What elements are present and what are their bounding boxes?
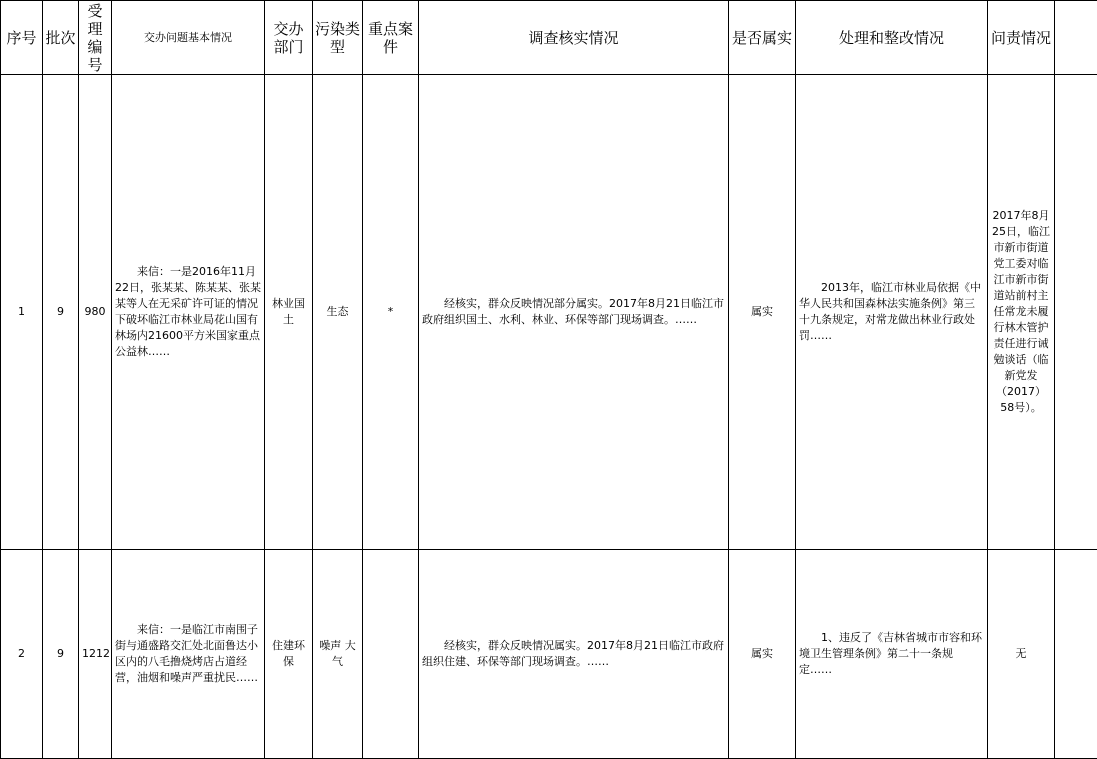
- header-verified: 是否属实: [729, 1, 796, 75]
- cell-accept-no: 1212: [79, 550, 112, 759]
- cell-verified: 属实: [729, 550, 796, 759]
- cell-verified: 属实: [729, 75, 796, 550]
- cell-investigation: 经核实，群众反映情况部分属实。2017年8月21日临江市政府组织国土、水利、林业、环保等部门现场调查。……: [419, 75, 729, 550]
- cell-issue: 来信：一是临江市南围子街与通盛路交汇处北面鲁达小区内的八毛撸烧烤店占道经营，油烟和噪声严重扰民……: [112, 550, 265, 759]
- cell-handling: 2013年，临江市林业局依据《中华人民共和国森林法实施条例》第三十九条规定，对常龙做出林业行政处罚……: [796, 75, 988, 550]
- table-row: [1, 550, 1097, 759]
- header-batch: 批次: [43, 1, 79, 75]
- cell-seq: 1: [1, 75, 43, 550]
- header-department: 交办部门: [265, 1, 313, 75]
- cell-investigation: 经核实，群众反映情况属实。2017年8月21日临江市政府组织住建、环保等部门现场调查。……: [419, 550, 729, 759]
- cell-batch: 9: [43, 75, 79, 550]
- cell-handling: 1、违反了《吉林省城市市容和环境卫生管理条例》第二十一条规定……: [796, 550, 988, 759]
- cell-accountability: 无: [988, 550, 1055, 759]
- cell-edge: [1055, 75, 1097, 550]
- header-seq: 序号: [1, 1, 43, 75]
- header-accountability: 问责情况: [988, 1, 1055, 75]
- header-issue: 交办问题基本情况: [112, 1, 265, 75]
- cell-edge: [1055, 550, 1097, 759]
- table-row: [1, 75, 1097, 550]
- cell-department: 住建环保: [265, 550, 313, 759]
- cell-key-case: *: [363, 75, 419, 550]
- header-row: [1, 1, 1097, 75]
- header-key-case: 重点案件: [363, 1, 419, 75]
- header-accept-no: 受理编号: [79, 1, 112, 75]
- cell-department: 林业国土: [265, 75, 313, 550]
- cell-seq: 2: [1, 550, 43, 759]
- cell-batch: 9: [43, 550, 79, 759]
- header-edge: [1055, 1, 1097, 75]
- cell-pollution: 噪声 大气: [313, 550, 363, 759]
- header-handling: 处理和整改情况: [796, 1, 988, 75]
- cell-accountability: 2017年8月25日，临江市新市街道党工委对临江市新市街道站前村主任常龙未履行林木管护责任进行诫勉谈话（临新党发（2017）58号）。: [988, 75, 1055, 550]
- cell-issue: 来信：一是2016年11月22日，张某某、陈某某、张某某等人在无采矿许可证的情况下破坏临江市林业局花山国有林场内21600平方米国家重点公益林……: [112, 75, 265, 550]
- cell-pollution: 生态: [313, 75, 363, 550]
- header-investigation: 调查核实情况: [419, 1, 729, 75]
- header-pollution: 污染类型: [313, 1, 363, 75]
- cell-accept-no: 980: [79, 75, 112, 550]
- cell-key-case: [363, 550, 419, 759]
